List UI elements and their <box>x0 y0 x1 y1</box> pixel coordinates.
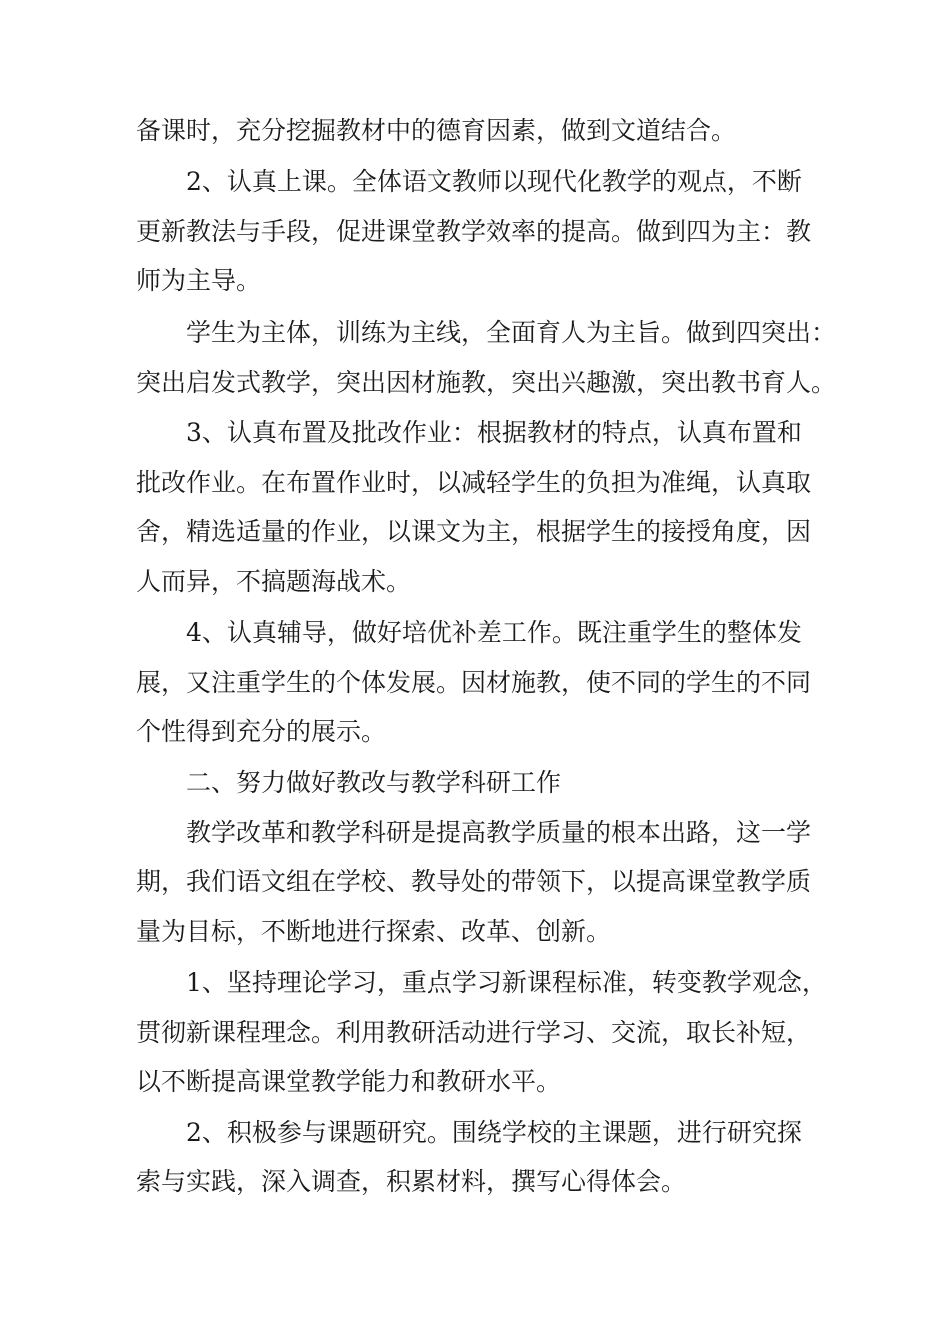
text-line: 人而异，不搞题海战术。 <box>136 567 412 596</box>
text-line: 2、积极参与课题研究。围绕学校的主课题，进行研究探 <box>186 1118 802 1147</box>
text-line: 3、认真布置及批改作业：根据教材的特点，认真布置和 <box>186 418 802 447</box>
text-line: 2、认真上课。全体语文教师以现代化教学的观点，不断 <box>186 167 802 196</box>
text-line: 以不断提高课堂教学能力和教研水平。 <box>136 1067 562 1096</box>
text-line: 索与实践，深入调查，积累材料，撰写心得体会。 <box>136 1167 687 1196</box>
section-heading: 二、努力做好教改与教学科研工作 <box>186 768 562 797</box>
text-line: 舍，精选适量的作业，以课文为主，根据学生的接授角度，因 <box>136 517 812 546</box>
text-line: 1、坚持理论学习，重点学习新课程标准，转变教学观念， <box>186 968 827 997</box>
text-line: 备课时，充分挖掘教材中的德育因素，做到文道结合。 <box>136 116 737 145</box>
text-line: 师为主导。 <box>136 266 262 295</box>
text-line: 更新教法与手段，促进课堂教学效率的提高。做到四为主：教 <box>136 217 812 246</box>
text-line: 学生为主体，训练为主线，全面育人为主旨。做到四突出： <box>186 318 837 347</box>
text-line: 个性得到充分的展示。 <box>136 717 387 746</box>
text-line: 期，我们语文组在学校、教导处的带领下，以提高课堂教学质 <box>136 867 812 896</box>
text-line: 贯彻新课程理念。利用教研活动进行学习、交流，取长补短， <box>136 1018 812 1047</box>
text-line: 量为目标，不断地进行探索、改革、创新。 <box>136 917 612 946</box>
text-line: 批改作业。在布置作业时，以减轻学生的负担为准绳，认真取 <box>136 468 812 497</box>
text-line: 教学改革和教学科研是提高教学质量的根本出路，这一学 <box>186 818 812 847</box>
text-line: 突出启发式教学，突出因材施教，突出兴趣激，突出教书育人。 <box>136 368 837 397</box>
text-line: 展，又注重学生的个体发展。因材施教，使不同的学生的不同 <box>136 668 812 697</box>
text-line: 4、认真辅导，做好培优补差工作。既注重学生的整体发 <box>186 618 802 647</box>
